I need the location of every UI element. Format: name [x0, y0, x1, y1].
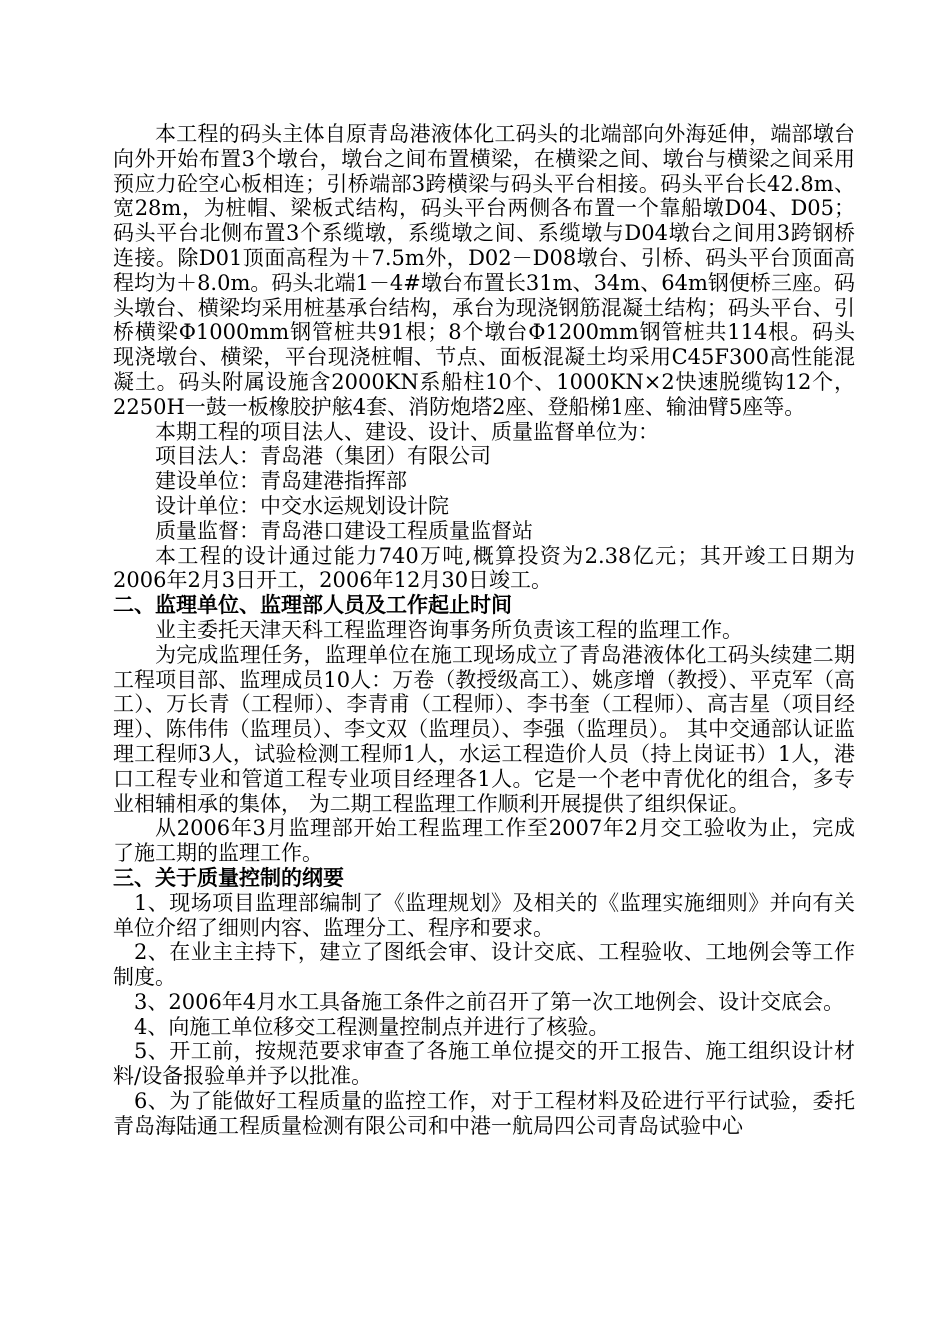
section-2-paragraph-3: 从2006年3月监理部开始工程监理工作至2007年2月交工验收为止，完成了施工期的监理工作。 — [113, 816, 855, 866]
section-3-heading: 三、关于质量控制的纲要 — [113, 865, 344, 890]
construction-unit: 建设单位：青岛建港指挥部 — [155, 469, 407, 494]
legal-person: 项目法人：青岛港（集团）有限公司 — [155, 444, 491, 469]
list-item: 6、为了能做好工程质量的监控工作，对于工程材料及砼进行平行试验，委托青岛海陆通工程质量检测有限公司和中港一航局四公司青岛试验中心 — [113, 1089, 855, 1138]
design-unit: 设计单位：中交水运规划设计院 — [155, 493, 449, 518]
list-item: 5、开工前，按规范要求审查了各施工单位提交的开工报告、施工组织设计材料/设备报验单并予以批准。 — [113, 1039, 855, 1089]
section-2-paragraph-1: 业主委托天津天科工程监理咨询事务所负责该工程的监理工作。 — [155, 617, 743, 642]
list-item: 3、2006年4月水工具备施工条件之前召开了第一次工地例会、设计交底会。 — [134, 989, 845, 1014]
list-item: 1、现场项目监理部编制了《监理规划》及相关的《监理实施细则》并向有关单位介绍了细则内容、监理分工、程序和要求。 — [113, 890, 855, 940]
quality-supervision: 质量监督：青岛港口建设工程质量监督站 — [155, 518, 533, 543]
document-page — [113, 122, 855, 1139]
intro-paragraph: 本工程的码头主体自原青岛港液体化工码头的北端部向外海延伸，端部墩台向外开始布置3个墩台，墩台之间布置横梁，在横梁之间、墩台与横梁之间采用预应力砼空心板相连；引桥端部3跨横梁与码头平台相接。码头平台长42.8m、宽28m，为桩帽、梁板式结构，码头平台两侧各布置一个靠船墩D04、D05；码头平台北侧布置3个系缆墩，系缆墩之间、系缆墩与D04墩台之间用3跨钢桥连接。除D01顶面高程为＋7.5m外，D02－D08墩台、引桥、码头平台顶面高程均为＋8.0m。码头北端1－4#墩台布置长31m、34m、64m钢便桥三座。码头墩台、横梁均采用桩基承台结构，承台为现浇钢筋混凝土结构；码头平台、引桥横梁Φ1000mm钢管桩共91根；8个墩台Φ1200mm钢管桩共114根。码头现浇墩台、横梁，平台现浇桩帽、节点、面板混凝土均采用C45F300高性能混凝土。码头附属设施含2000KN系船柱10个、1000KN×2快速脱缆钩12个，2250H一鼓一板橡胶护舷4套、消防炮塔2座、登船梯1座、输油臂5座等。 — [113, 122, 855, 419]
units-intro: 本期工程的项目法人、建设、设计、质量监督单位为： — [155, 419, 659, 444]
capacity-paragraph: 本工程的设计通过能力740万吨,概算投资为2.38亿元；其开竣工日期为2006年2月3日开工，2006年12月30日竣工。 — [113, 543, 855, 593]
section-2-paragraph-2: 为完成监理任务，监理单位在施工现场成立了青岛港液体化工码头续建二期工程项目部、监理成员10人：万卷（教授级高工）、姚彦增（教授）、平克军（高工）、万长青（工程师）、李青甫（工程师）、李书奎（工程师）、高吉星（项目经理）、陈伟伟（监理员）、李文双（监理员）、李强（监理员）。 其中交通部认证监理工程师3人，试验检测工程师1人，水运工程造价人员（持上岗证书）1人，港口工程专业和管道工程专业项目经理各1人。它是一个老中青优化的组合，多专业相辅相承的集体， 为二期工程监理工作顺利开展提供了组织保证。 — [113, 642, 855, 816]
list-item: 4、向施工单位移交工程测量控制点并进行了核验。 — [134, 1014, 610, 1039]
list-item: 2、在业主主持下，建立了图纸会审、设计交底、工程验收、工地例会等工作制度。 — [113, 940, 855, 990]
section-2-heading: 二、监理单位、监理部人员及工作起止时间 — [113, 593, 512, 618]
